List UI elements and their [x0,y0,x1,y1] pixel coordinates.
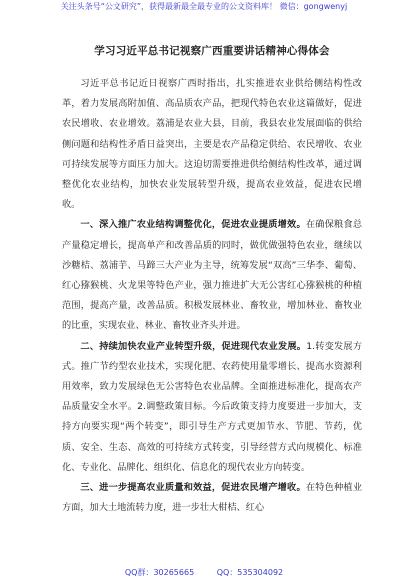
section-heading: 一、深入推广农业结构调整优化，促进农业提质增效。 [80,219,306,231]
section-heading: 三、进一步提高农业质量和效益，促进农民增产增收。 [80,482,306,494]
paragraph-text: 习近平总书记近日视察广西时指出，扎实推进农业供给侧结构性改革，着力发展高附加值、高品质农产品，把现代特色农业这篇做好，促进农民增收、农业增效。荔浦是农业大县，目前，我县农业发展面临的供给侧问题和结构性矛盾日益突出，主要是农产品稳定供给、农民增收、农业可持续发展等方面压力加大。这迫切需要推进供给侧结构性改革，通过调整优化农业结构，加快农业发展转型升级，提高农业效益，促进农民增收。 [62,78,362,211]
paragraph-section-1 [62,215,362,336]
paragraph-text: 在确保粮食总产量稳定增长，提高单产和改善品质的同时，做优做强特色农业，继续以沙糖桔、荔浦芋、马蹄三大产业为主导，统筹发展“双高”三华李、葡萄、红心猕猴桃、火龙果等特色产业，强力推进扩大无公害红心猕猴桃的种植范围，提高产量，改善品质。积极发展林业、畜牧业，增加林业、畜牧业的比重，实现农业、林业、畜牧业齐头并进。 [62,219,363,332]
document-page [62,44,362,518]
section-heading: 二、持续加快农业产业转型升级，促进现代农业发展。 [80,340,307,352]
paragraph-section-3 [62,478,362,518]
contact-footer [0,568,408,578]
paragraph-text: 1.转变发展方式。推广节约型农业技术，实现化肥、农药使用量零增长、提高水资源利用效率，致力发展绿色无公害特色农业品牌。全面推进标准化，提高农产品质量安全水平。2.调整政策目标。今后政策支持力度要进一步加大，支持方向要实现“两个转变”，即引导生产方式更加节水、节肥、节药，优质、安全、生态、高效的可持续方式转变，引导经营方式向规模化、标准化、专业化、品牌化、组织化、信息化的现代农业方向转变。 [62,340,363,473]
qq-group-text: QQ群：30265665 [124,568,195,577]
paragraph-text: 在特色种植业方面，加大土地流转力度，进一步壮大柑桔、红心 [62,482,363,514]
paragraph-section-2 [62,337,362,478]
qq-contact-text: QQ：535304092 [216,568,284,577]
document-title: 学习习近平总书记视察广西重要讲话精神心得体会 [94,45,330,57]
paragraph-intro [62,74,362,215]
promo-banner: 关注头条号“公文研究”，获得最新最全最专业的公文资料库！ 微信：gongwenyj [60,2,348,11]
